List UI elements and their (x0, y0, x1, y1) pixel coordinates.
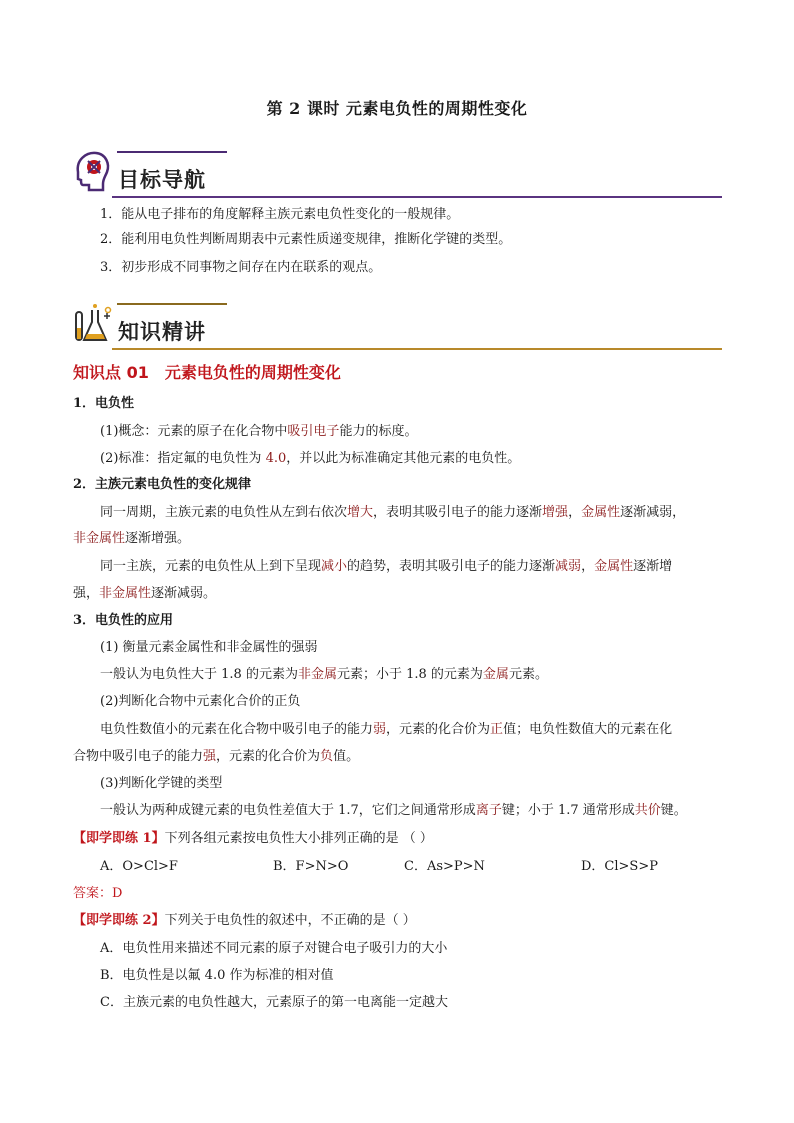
exercise-question: 【即学即练 2】下列关于电负性的叙述中，不正确的是（ ） (73, 913, 416, 928)
brain-gear-icon (72, 148, 114, 194)
answer: 答案：D (73, 886, 123, 901)
goal-item: 2．能利用电负性判断周期表中元素性质递变规律，推断化学键的类型。 (100, 232, 512, 247)
paragraph: (2)标准：指定氟的电负性为 4.0，并以此为标准确定其他元素的电负性。 (100, 451, 521, 466)
paragraph: (3)判断化学键的类型 (100, 776, 223, 791)
exercise-tag: 【即学即练 1】 (73, 831, 165, 846)
goal-item: 3．初步形成不同事物之间存在内在联系的观点。 (100, 260, 382, 275)
knowledge-point-heading (73, 360, 341, 383)
paragraph: 非金属性逐渐增强。 (73, 531, 191, 546)
exercise-tag: 【即学即练 2】 (73, 913, 165, 928)
paragraph: 同一周期，主族元素的电负性从左到右依次增大，表明其吸引电子的能力逐渐增强，金属性逐渐减弱， (100, 505, 686, 520)
paragraph: 一般认为电负性大于 1.8 的元素为非金属元素；小于 1.8 的元素为金属元素。 (100, 667, 548, 682)
option-b: B．F>N>O (273, 859, 349, 874)
knowledge-point-number: 知识点 01 (73, 363, 149, 382)
section-banner-goals (72, 148, 722, 198)
paragraph: 强，非金属性逐渐减弱。 (73, 586, 217, 601)
section-heading: 1．电负性 (73, 396, 135, 411)
section-banner-knowledge (72, 300, 722, 350)
exercise-question: 【即学即练 1】下列各组元素按电负性大小排列正确的是 （ ） (73, 831, 433, 846)
banner-accent-line (117, 303, 227, 305)
option-d: D．Cl>S>P (581, 859, 658, 874)
section-heading: 2．主族元素电负性的变化规律 (73, 477, 252, 492)
goal-item: 1．能从电子排布的角度解释主族元素电负性变化的一般规律。 (100, 207, 460, 222)
banner-divider (112, 348, 722, 350)
option-a: A．O>Cl>F (100, 859, 178, 874)
knowledge-point-title: 元素电负性的周期性变化 (164, 363, 341, 382)
banner-label: 知识精讲 (118, 320, 206, 344)
banner-divider (112, 196, 722, 198)
paragraph: (1) 衡量元素金属性和非金属性的强弱 (100, 640, 318, 655)
option-a: A．电负性用来描述不同元素的原子对键合电子吸引力的大小 (100, 941, 448, 956)
flask-icon (72, 300, 114, 346)
page-title: 第 2 课时 元素电负性的周期性变化 (266, 99, 528, 118)
banner-accent-line (117, 151, 227, 153)
paragraph: 同一主族，元素的电负性从上到下呈现减小的趋势，表明其吸引电子的能力逐渐减弱，金属性逐渐增 (100, 559, 673, 574)
paragraph: 电负性数值小的元素在化合物中吸引电子的能力弱，元素的化合价为正值；电负性数值大的元素在化 (100, 722, 673, 737)
paragraph: (2)判断化合物中元素化合价的正负 (100, 694, 301, 709)
banner-label: 目标导航 (118, 168, 206, 192)
paragraph: (1)概念：元素的原子在化合物中吸引电子能力的标度。 (100, 424, 418, 439)
section-heading: 3．电负性的应用 (73, 613, 174, 628)
option-c: C．As>P>N (404, 859, 485, 874)
option-c: C．主族元素的电负性越大，元素原子的第一电离能一定越大 (100, 995, 448, 1010)
paragraph: 合物中吸引电子的能力强，元素的化合价为负值。 (73, 749, 360, 764)
option-b: B．电负性是以氟 4.0 作为标准的相对值 (100, 968, 334, 983)
paragraph: 一般认为两种成键元素的电负性差值大于 1.7，它们之间通常形成离子键；小于 1.7 通常形成共价键。 (100, 803, 687, 818)
